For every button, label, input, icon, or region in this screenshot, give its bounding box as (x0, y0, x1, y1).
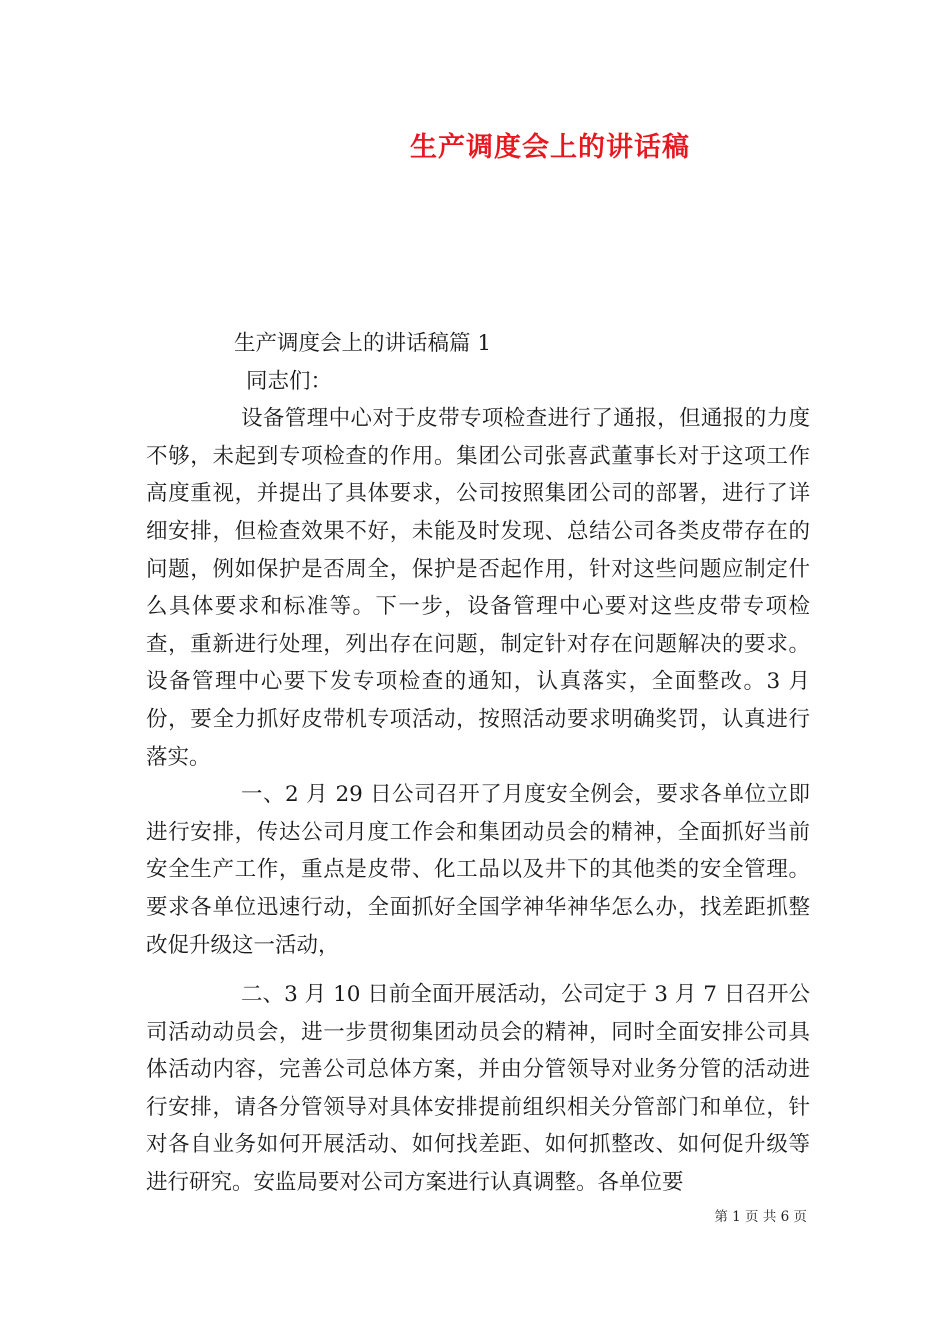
section-heading: 生产调度会上的讲话稿篇 1 (234, 331, 492, 356)
paragraph: 设备管理中心对于皮带专项检查进行了通报，但通报的力度不够，未起到专项检查的作用。集团公司张喜武董事长对于这项工作高度重视，并提出了具体要求，公司按照集团公司的部署，进行了详细安排，但检查效果不好，未能及时发现、总结公司各类皮带存在的问题，例如保护是否周全，保护是否起作用，针对这些问题应制定什么具体要求和标准等。下一步，设备管理中心要对这些皮带专项检查，重新进行处理，列出存在问题，制定针对存在问题解决的要求。设备管理中心要下发专项检查的通知，认真落实，全面整改。3 月份，要全力抓好皮带机专项活动，按照活动要求明确奖罚，认真进行落实。 (146, 406, 810, 770)
page-number-footer: 第 1 页 共 6 页 (714, 1209, 807, 1225)
paragraph: 二、3 月 10 日前全面开展活动，公司定于 3 月 7 日召开公司活动动员会，进一步贯彻集团动员会的精神，同时全面安排公司具体活动内容，完善公司总体方案，并由分管领导对业务分管的活动进行安排，请各分管领导对具体安排提前组织相关分管部门和单位，针对各自业务如何开展活动、如何找差距、如何抓整改、如何促升级等进行研究。安监局要对公司方案进行认真调整。各单位要 (146, 982, 810, 1196)
salutation: 同志们： (246, 368, 333, 394)
paragraph: 一、2 月 29 日公司召开了月度安全例会，要求各单位立即进行安排，传达公司月度工作会和集团动员会的精神，全面抓好当前安全生产工作，重点是皮带、化工品以及井下的其他类的安全管理。要求各单位迅速行动，全面抓好全国学神华神华怎么办，找差距抓整改促升级这一活动， (146, 782, 810, 958)
document-body (146, 325, 810, 1202)
document-title: 生产调度会上的讲话稿 (410, 132, 690, 163)
